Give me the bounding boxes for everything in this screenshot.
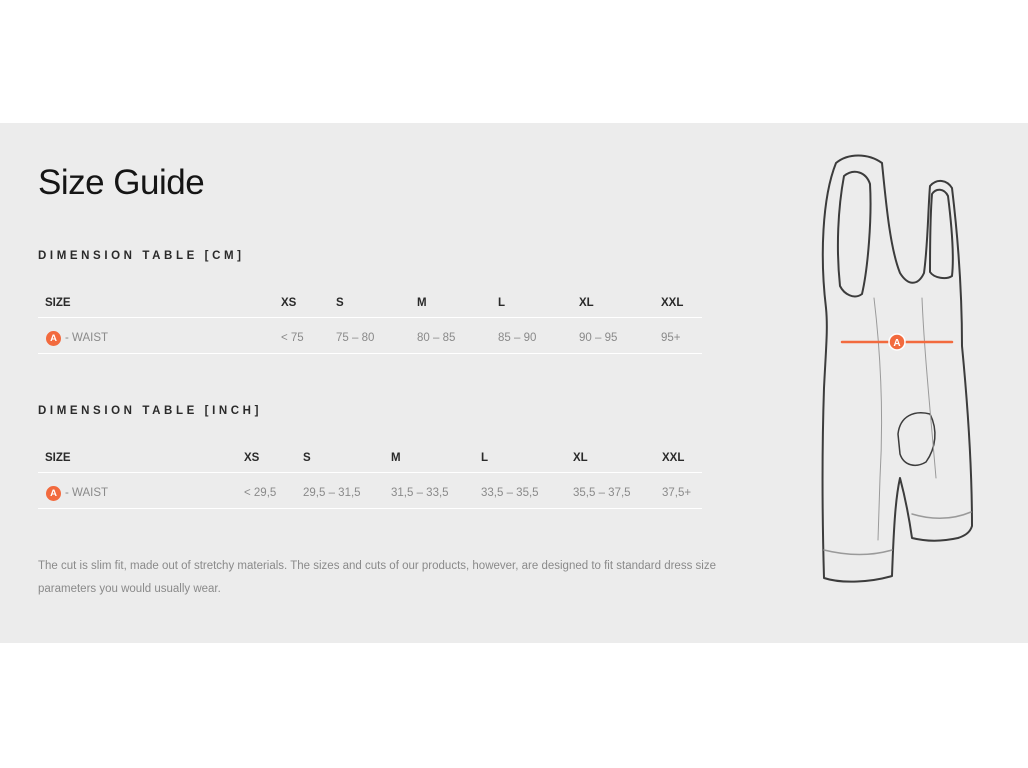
- row-divider: [38, 353, 702, 354]
- value-m: 80 – 85: [417, 332, 456, 344]
- row-divider: [38, 472, 702, 473]
- chamois-pad: [898, 413, 935, 465]
- header-s: S: [336, 297, 344, 309]
- value-s: 29,5 – 31,5: [303, 487, 361, 499]
- value-xs: < 75: [281, 332, 304, 344]
- value-xl: 35,5 – 37,5: [573, 487, 631, 499]
- header-size: SIZE: [45, 452, 71, 464]
- side-seam: [874, 298, 882, 540]
- value-s: 75 – 80: [336, 332, 375, 344]
- header-xs: XS: [244, 452, 260, 464]
- row-divider: [38, 317, 702, 318]
- header-xs: XS: [281, 297, 297, 309]
- waist-measure-badge-label: A: [893, 338, 901, 349]
- header-l: L: [498, 297, 506, 309]
- value-xs: < 29,5: [244, 487, 277, 499]
- header-xl: XL: [579, 297, 594, 309]
- value-m: 31,5 – 33,5: [391, 487, 449, 499]
- header-xxl: XXL: [661, 297, 684, 309]
- row-label-waist: - WAIST: [65, 487, 109, 499]
- right-strap-inner: [930, 190, 953, 278]
- measure-badge-a: A: [46, 331, 61, 346]
- table-heading-inch: DIMENSION TABLE [INCH]: [38, 405, 263, 417]
- header-s: S: [303, 452, 311, 464]
- left-strap-inner: [838, 172, 871, 297]
- row-divider: [38, 508, 702, 509]
- page-title: Size Guide: [38, 163, 205, 202]
- dimension-table-cm: [38, 297, 710, 377]
- value-l: 85 – 90: [498, 332, 537, 344]
- side-seam: [922, 298, 936, 478]
- header-m: M: [417, 297, 427, 309]
- row-label-waist: - WAIST: [65, 332, 109, 344]
- header-m: M: [391, 452, 401, 464]
- table-heading-cm: DIMENSION TABLE [CM]: [38, 250, 245, 262]
- header-xxl: XXL: [662, 452, 685, 464]
- bib-shorts-icon: [812, 148, 982, 593]
- leg-gripper: [824, 550, 892, 555]
- value-l: 33,5 – 35,5: [481, 487, 539, 499]
- measure-badge-a: A: [46, 486, 61, 501]
- header-xl: XL: [573, 452, 588, 464]
- fit-note: The cut is slim fit, made out of stretchy materials. The sizes and cuts of our products, however, are designed to fit standard dress size parameters you would usually wear.: [38, 560, 716, 595]
- header-l: L: [481, 452, 489, 464]
- leg-gripper: [912, 512, 971, 518]
- dimension-table-inch: [38, 452, 710, 532]
- header-size: SIZE: [45, 297, 71, 309]
- value-xl: 90 – 95: [579, 332, 618, 344]
- value-xxl: 37,5+: [662, 487, 692, 499]
- value-xxl: 95+: [661, 332, 681, 344]
